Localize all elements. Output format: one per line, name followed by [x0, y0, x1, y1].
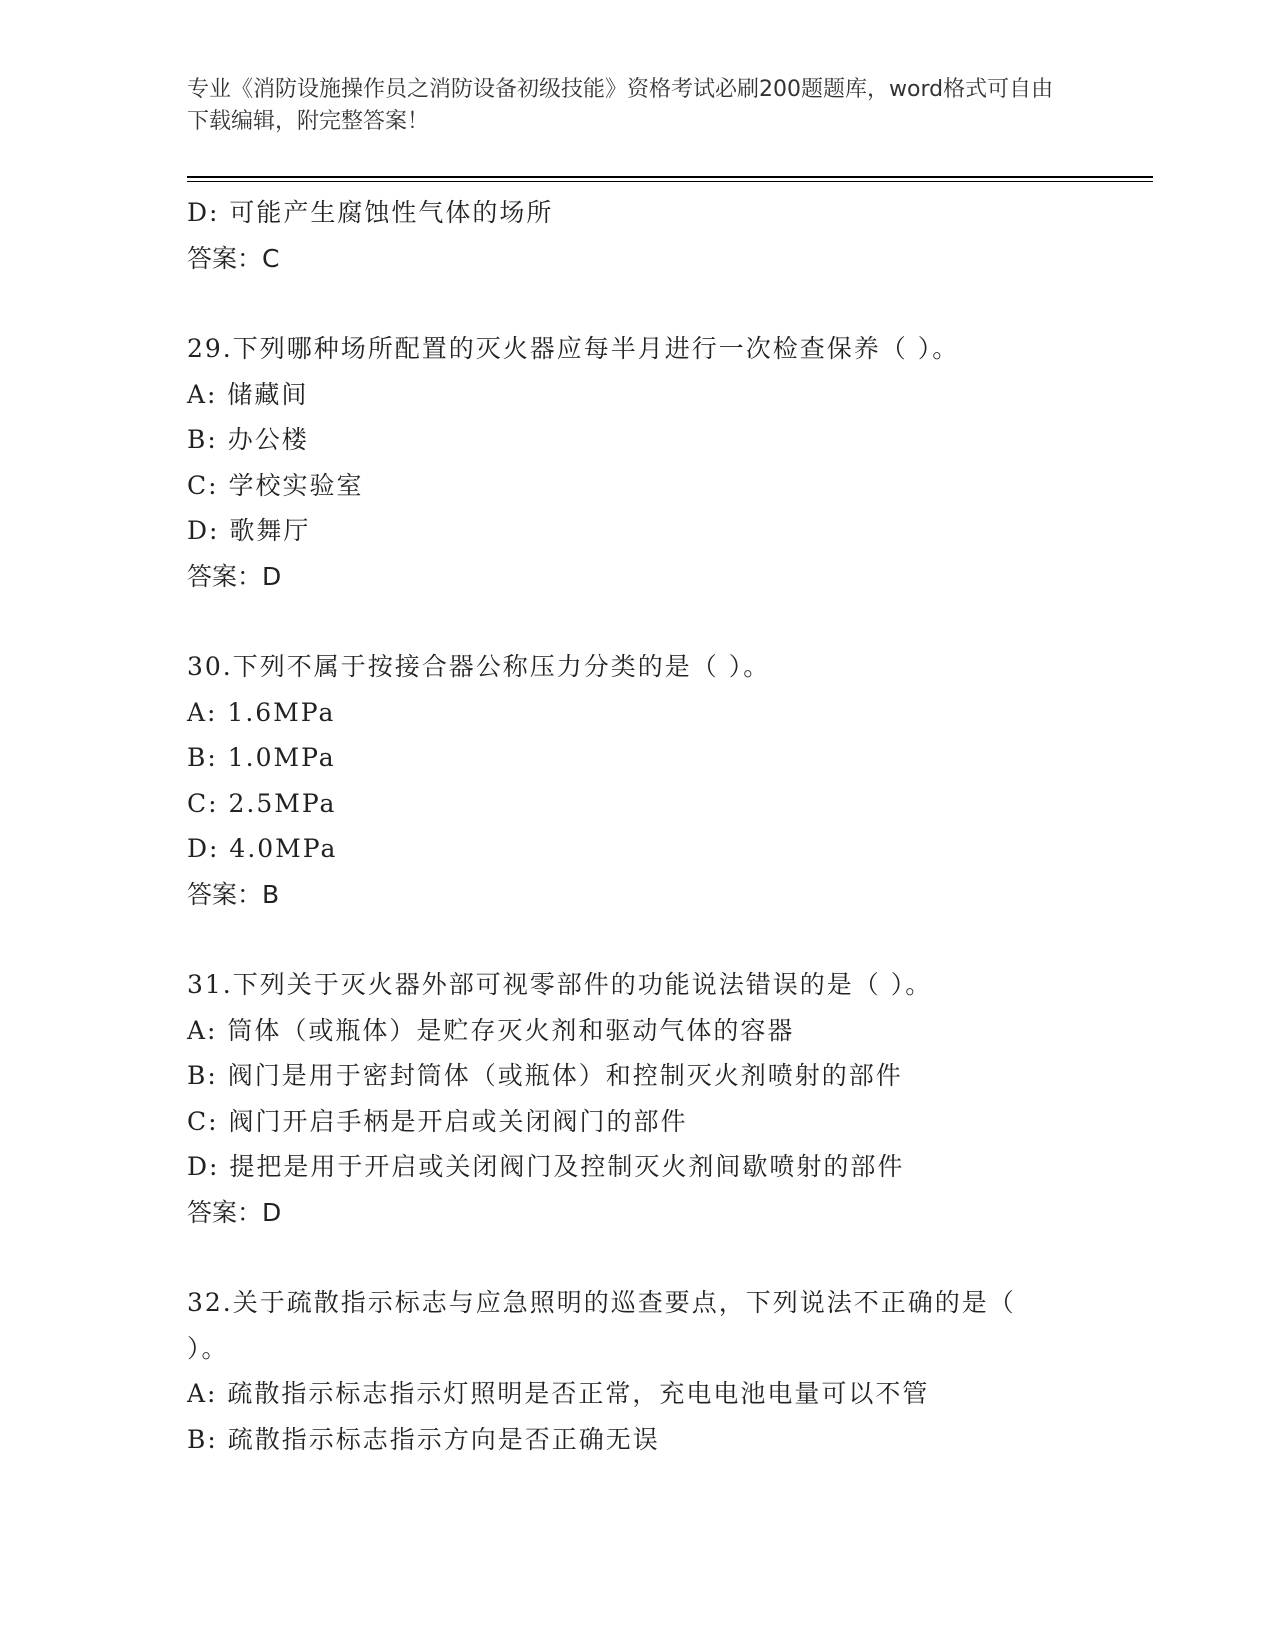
answer: 答案：D — [187, 561, 282, 591]
option-a: A: 1.6MPa — [187, 697, 336, 727]
option-c: C: 阀门开启手柄是开启或关闭阀门的部件 — [187, 1106, 688, 1136]
option-d: D: 提把是用于开启或关闭阀门及控制灭火剂间歇喷射的部件 — [187, 1152, 905, 1181]
header-rule-thick — [187, 176, 1153, 178]
option-c: C: 2.5MPa — [187, 788, 337, 818]
answer: 答案：D — [187, 1197, 282, 1227]
document-header: 专业《消防设施操作员之消防设备初级技能》资格考试必刷200题题库，word格式可自由下载编辑，附完整答案！ — [187, 77, 1054, 134]
question-32 — [187, 1280, 1067, 1462]
answer: 答案：C — [187, 243, 280, 273]
question-29 — [187, 326, 1067, 599]
option-b: B: 阀门是用于密封筒体（或瓶体）和控制灭火剂喷射的部件 — [187, 1061, 903, 1090]
header-rule-thin — [187, 181, 1153, 182]
question-28-tail — [187, 190, 1067, 281]
option-a: A: 疏散指示标志指示灯照明是否正常，充电电池电量可以不管 — [187, 1379, 930, 1408]
question-stem: 31.下列关于灭火器外部可视零部件的功能说法错误的是（ ）。 — [187, 970, 933, 999]
question-list — [187, 190, 1067, 1462]
option-a: A: 储藏间 — [187, 379, 309, 409]
question-stem-line-2: ）。 — [187, 1333, 229, 1363]
question-stem-line-1: 32.关于疏散指示标志与应急照明的巡查要点，下列说法不正确的是（ — [187, 1288, 1016, 1317]
option-d: D: 可能产生腐蚀性气体的场所 — [187, 198, 554, 227]
question-31 — [187, 962, 1067, 1235]
option-b: B: 疏散指示标志指示方向是否正确无误 — [187, 1424, 660, 1454]
option-b: B: 1.0MPa — [187, 743, 336, 772]
question-stem: 30.下列不属于按接合器公称压力分类的是（ ）。 — [187, 652, 771, 681]
option-d: D: 4.0MPa — [187, 834, 338, 863]
question-stem: 29.下列哪种场所配置的灭火器应每半月进行一次检查保养（ ）。 — [187, 334, 960, 363]
option-a: A: 筒体（或瓶体）是贮存灭火剂和驱动气体的容器 — [187, 1015, 795, 1045]
question-30 — [187, 644, 1067, 917]
answer: 答案：B — [187, 879, 280, 909]
option-b: B: 办公楼 — [187, 425, 309, 454]
option-d: D: 歌舞厅 — [187, 516, 311, 545]
option-c: C: 学校实验室 — [187, 470, 364, 500]
